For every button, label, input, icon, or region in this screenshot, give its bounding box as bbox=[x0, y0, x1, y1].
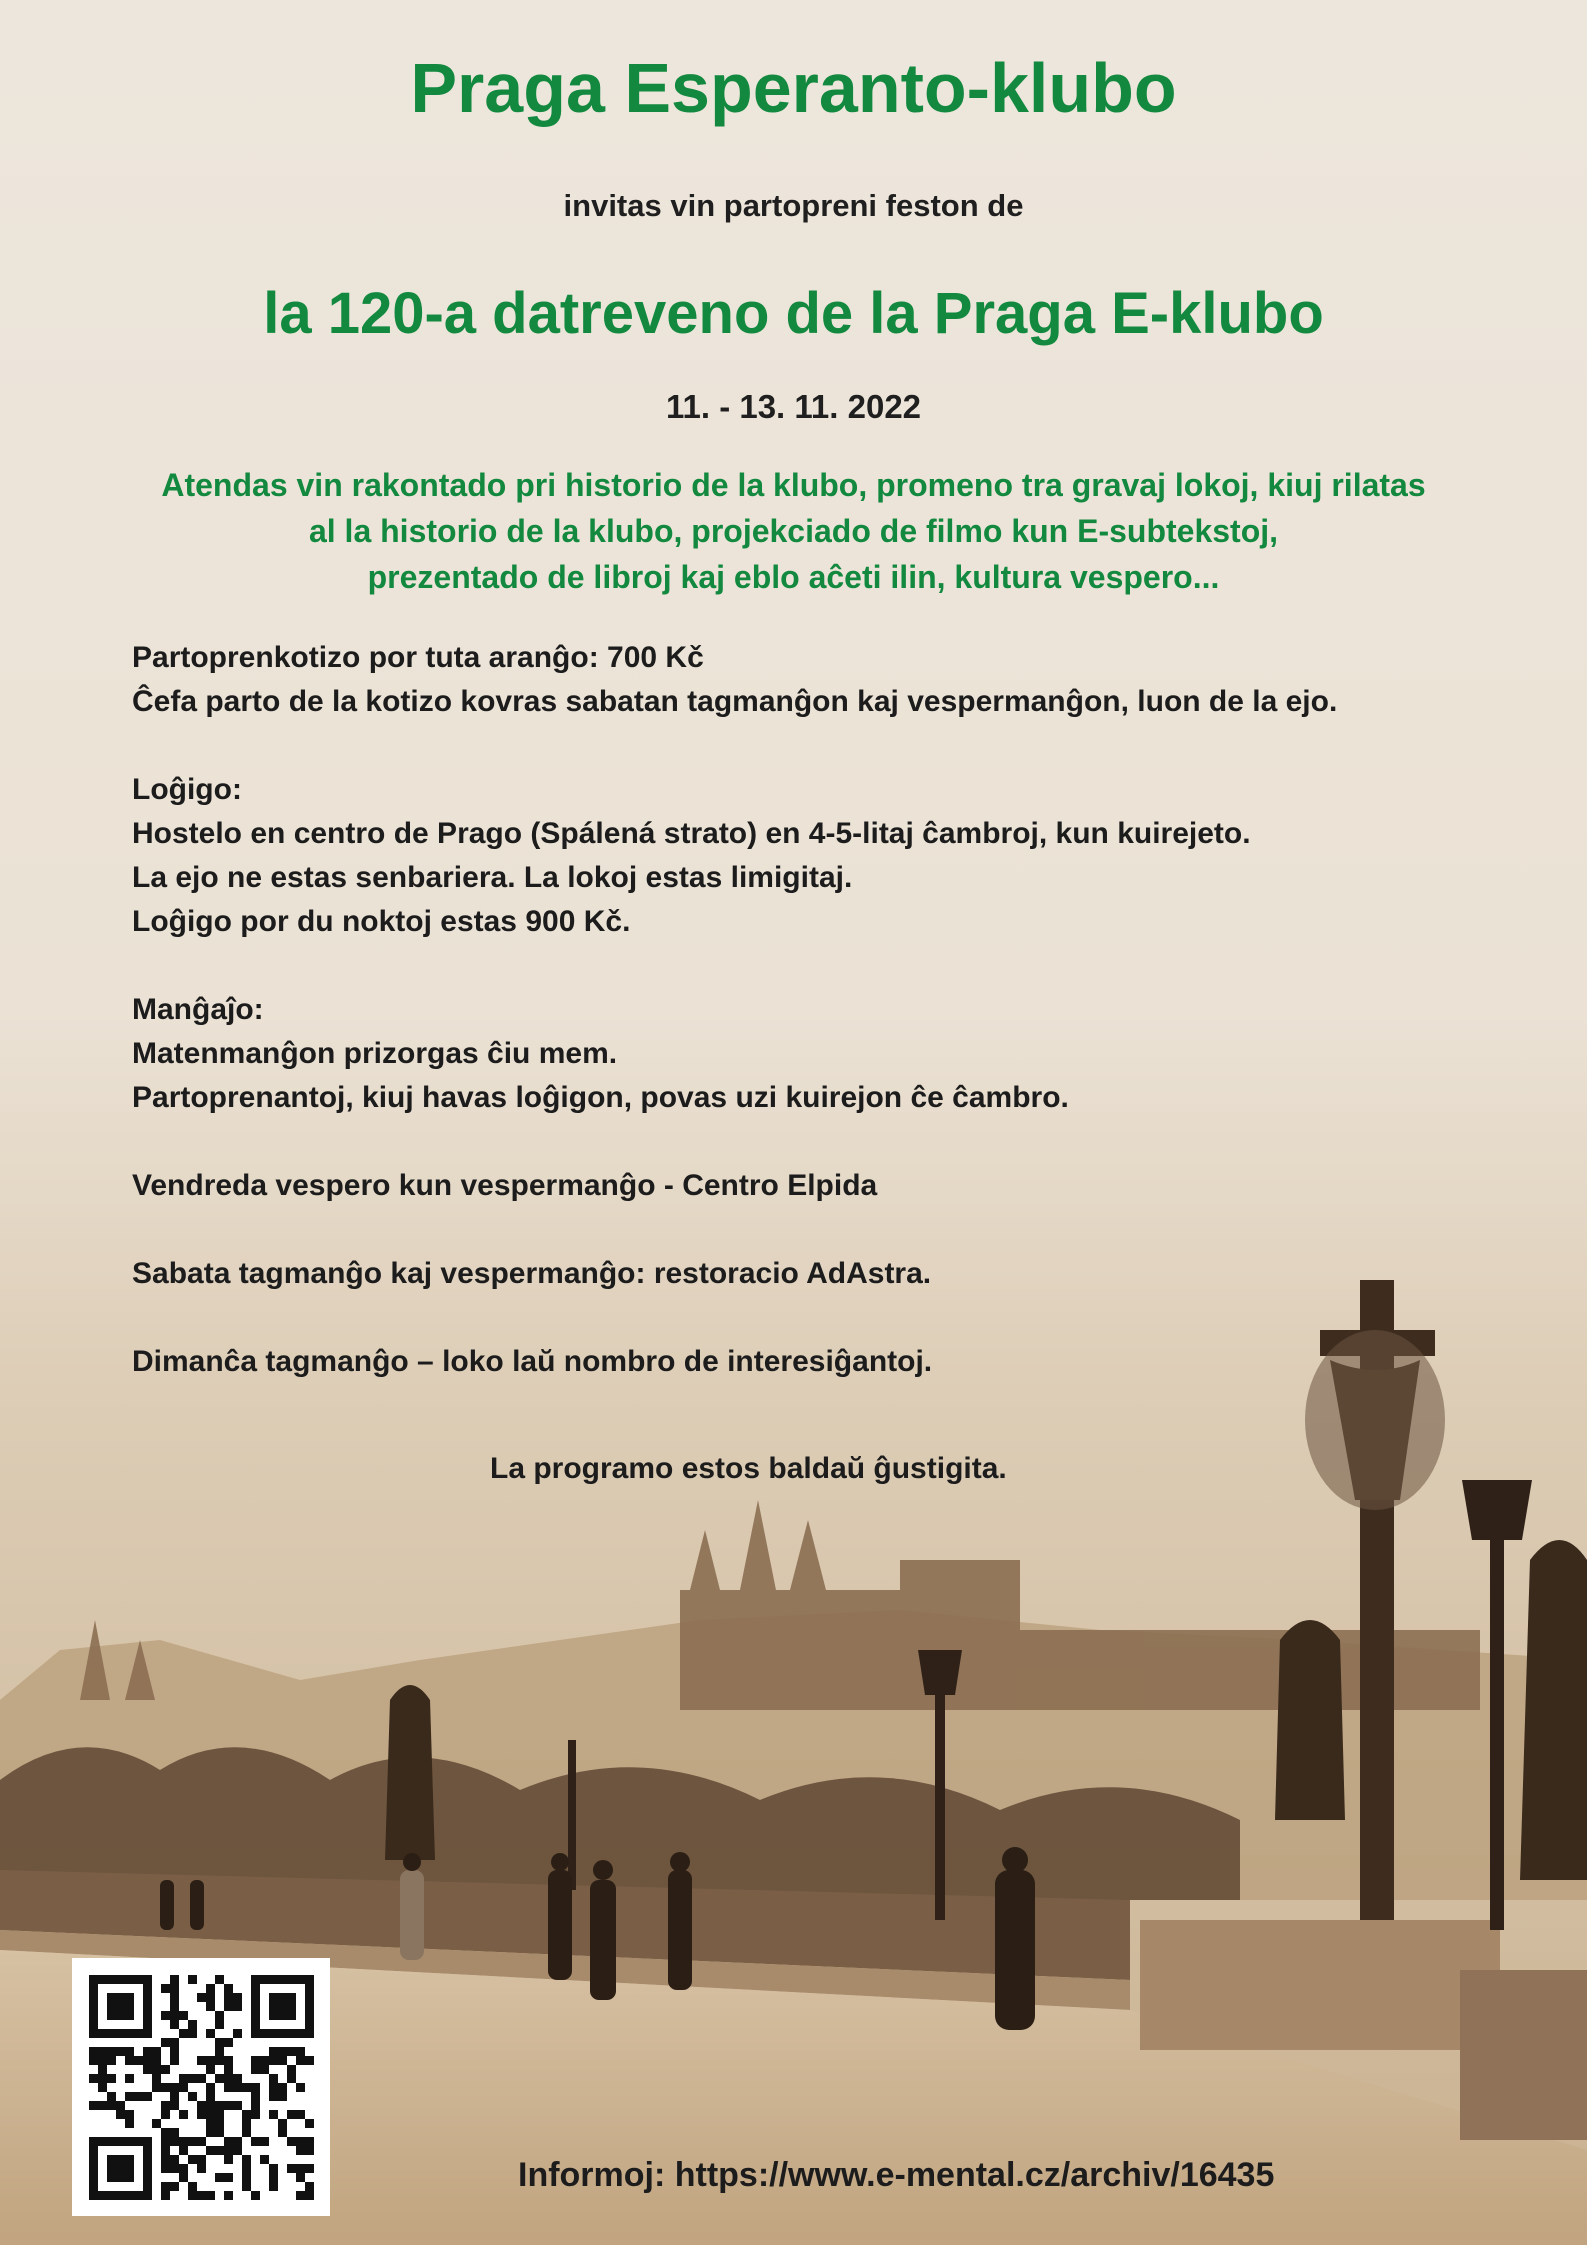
fee-line: Partoprenkotizo por tuta aranĝo: 700 Kč bbox=[132, 641, 704, 674]
fee-note: Ĉefa parto de la kotizo kovras sabatan tagmanĝon kaj vespermanĝon, luon de la ejo. bbox=[132, 685, 1338, 718]
sunday-line: Dimanĉa tagmanĝo – loko laŭ nombro de interesiĝantoj. bbox=[132, 1345, 933, 1378]
event-dates: 11. - 13. 11. 2022 bbox=[665, 388, 922, 425]
saturday-line: Sabata tagmanĝo kaj vespermanĝo: restoracio AdAstra. bbox=[132, 1257, 932, 1290]
lodging-line: Hostelo en centro de Prago (Spálená strato) en 4-5-litaj ĉambroj, kun kuirejeto. bbox=[132, 817, 1251, 850]
meals-line: Matenmanĝon prizorgas ĉiu mem. bbox=[132, 1037, 618, 1070]
anniversary-headline: la 120-a datreveno de la Praga E-klubo bbox=[263, 281, 1324, 346]
info-link[interactable]: Informoj: https://www.e-mental.cz/archiv/16435 bbox=[518, 2156, 1275, 2194]
spacer bbox=[132, 944, 1532, 988]
qr-code[interactable] bbox=[72, 1958, 330, 2216]
spacer bbox=[132, 1296, 1532, 1340]
meals-heading: Manĝaĵo: bbox=[132, 993, 264, 1026]
event-description bbox=[60, 462, 1527, 600]
meals-line: Partoprenantoj, kiuj havas loĝigon, povas uzi kuirejon ĉe ĉambro. bbox=[132, 1081, 1069, 1114]
lodging-line: La ejo ne estas senbariera. La lokoj estas limigitaj. bbox=[132, 861, 853, 894]
qr-code-icon bbox=[72, 1958, 330, 2216]
closing-note: La programo estos baldaŭ ĝustigita. bbox=[490, 1452, 1007, 1485]
lodging-heading: Loĝigo: bbox=[132, 773, 242, 806]
club-title: Praga Esperanto-klubo bbox=[410, 49, 1177, 127]
spacer bbox=[132, 1208, 1532, 1252]
spacer bbox=[132, 724, 1532, 768]
invitation-subtitle: invitas vin partopreni feston de bbox=[563, 188, 1024, 223]
description-line: Atendas vin rakontado pri historio de la klubo, promeno tra gravaj lokoj, kiuj rilatas bbox=[161, 467, 1426, 503]
lodging-line: Loĝigo por du noktoj estas 900 Kč. bbox=[132, 905, 631, 938]
event-details bbox=[132, 636, 1532, 1384]
description-line: al la historio de la klubo, projekciado de filmo kun E-subtekstoj, bbox=[308, 513, 1279, 549]
spacer bbox=[132, 1120, 1532, 1164]
friday-line: Vendreda vespero kun vespermanĝo - Centro Elpida bbox=[132, 1169, 878, 1202]
description-line: prezentado de libroj kaj eblo aĉeti ilin, kultura vespero... bbox=[367, 559, 1220, 595]
